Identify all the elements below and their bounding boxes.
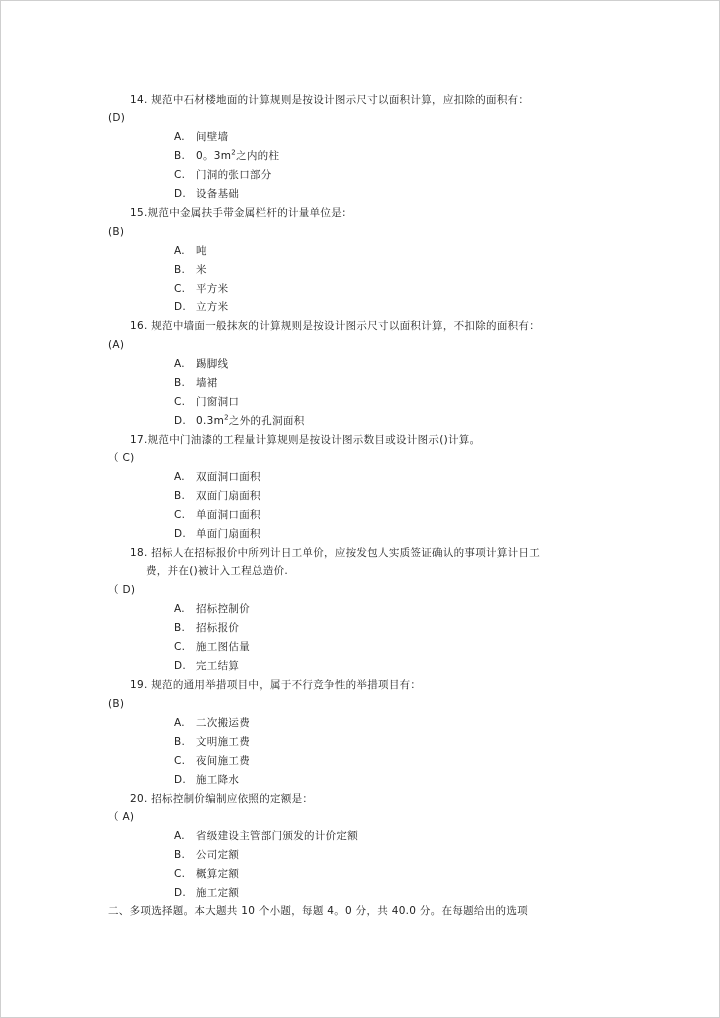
question-14-option-d: [174, 187, 239, 201]
option-text: 门洞的张口部分: [196, 169, 272, 181]
option-letter: D.: [174, 660, 187, 672]
question-14-option-a: [174, 130, 228, 144]
question-20-option-b: [174, 848, 239, 862]
question-16-answer: (A): [108, 339, 125, 351]
question-16-option-a: [174, 357, 228, 371]
option-text: 省级建设主管部门颁发的计价定额: [196, 830, 358, 842]
option-text: 单面洞口面积: [196, 509, 261, 521]
section-heading-multiple-choice: 二、多项选择题。本大题共 10 个小题，每题 4。0 分，共 40.0 分。在每题给出的选项: [108, 905, 528, 917]
option-letter: B.: [174, 377, 186, 389]
option-text: 踢脚线: [196, 358, 229, 370]
question-17-stem: 17.规范中门油漆的工程量计算规则是按设计图示数目或设计图示()计算。: [130, 434, 481, 446]
question-15-answer: (B): [108, 226, 125, 238]
question-18-option-c: [174, 640, 250, 654]
question-19-option-a: [174, 716, 250, 730]
question-16-option-c: [174, 395, 239, 409]
option-letter: A.: [174, 131, 185, 143]
question-19-option-d: [174, 773, 239, 787]
option-text: 门窗洞口: [196, 396, 240, 408]
option-letter: D.: [174, 188, 187, 200]
question-18-option-b: [174, 621, 239, 635]
question-19-stem: 19. 规范的通用举措项目中，属于不行竞争性的举措项目有：: [130, 679, 422, 691]
option-letter: C.: [174, 755, 186, 767]
question-17-option-d: [174, 527, 261, 541]
option-text: 设备基础: [196, 188, 240, 200]
question-20-option-c: [174, 867, 239, 881]
option-text: 完工结算: [196, 660, 240, 672]
question-20-answer: （ A): [108, 811, 135, 823]
option-letter: B.: [174, 150, 186, 162]
option-letter: D.: [174, 301, 187, 313]
option-letter: C.: [174, 169, 186, 181]
option-letter: C.: [174, 509, 186, 521]
option-text: 平方米: [196, 283, 229, 295]
question-15-option-d: [174, 300, 228, 314]
option-letter: D.: [174, 528, 187, 540]
option-text-post: 之外的孔洞面积: [228, 415, 305, 427]
question-18-stem-continued: 费，并在()被计入工程总造价.: [146, 565, 289, 577]
option-letter: C.: [174, 641, 186, 653]
option-text: 吨: [196, 245, 207, 257]
option-text: 公司定额: [196, 849, 240, 861]
option-letter: B.: [174, 490, 186, 502]
question-20-option-d: [174, 886, 239, 900]
option-letter: A.: [174, 717, 185, 729]
option-text: 施工图估量: [196, 641, 250, 653]
question-16-stem: 16. 规范中墙面一般抹灰的计算规则是按设计图示尺寸以面积计算，不扣除的面积有：: [130, 320, 541, 332]
option-text: 单面门扇面积: [196, 528, 261, 540]
option-letter: A.: [174, 358, 185, 370]
question-18-stem: 18. 招标人在招标报价中所列计日工单价，应按发包人实质签证确认的事项计算计日工: [130, 547, 541, 559]
option-letter: C.: [174, 283, 186, 295]
question-19-option-b: [174, 735, 250, 749]
question-18-option-d: [174, 659, 239, 673]
option-text: 招标控制价: [196, 603, 250, 615]
option-letter: A.: [174, 471, 185, 483]
option-text: 文明施工费: [196, 736, 250, 748]
option-letter: C.: [174, 396, 186, 408]
option-text-pre: 0.3m: [196, 415, 225, 427]
question-20-stem: 20. 招标控制价编制应依照的定额是：: [130, 793, 314, 805]
option-text: 双面门扇面积: [196, 490, 261, 502]
question-16-option-d: [174, 414, 305, 428]
option-letter: C.: [174, 868, 186, 880]
question-19-option-c: [174, 754, 250, 768]
question-17-option-c: [174, 508, 261, 522]
option-letter: A.: [174, 830, 185, 842]
question-18-answer: （ D): [108, 584, 136, 596]
option-text: 施工降水: [196, 774, 240, 786]
question-18-option-a: [174, 602, 250, 616]
option-text: 二次搬运费: [196, 717, 250, 729]
option-letter: D.: [174, 415, 187, 427]
option-text: 施工定额: [196, 887, 240, 899]
option-letter: A.: [174, 245, 185, 257]
question-15-option-a: [174, 244, 207, 258]
option-letter: D.: [174, 774, 187, 786]
question-14-option-b: [174, 149, 279, 163]
question-14-option-c: [174, 168, 272, 182]
question-17-option-b: [174, 489, 261, 503]
question-14-stem: 14. 规范中石材楼地面的计算规则是按设计图示尺寸以面积计算，应扣除的面积有：: [130, 94, 530, 106]
question-17-option-a: [174, 470, 261, 484]
question-16-option-b: [174, 376, 218, 390]
superscript: 2: [224, 413, 229, 422]
option-letter: B.: [174, 736, 186, 748]
question-15-option-b: [174, 263, 207, 277]
option-text: 夜间施工费: [196, 755, 250, 767]
option-letter: D.: [174, 887, 187, 899]
option-text-post: 之内的柱: [236, 150, 280, 162]
option-text: 间壁墙: [196, 131, 229, 143]
option-text: 米: [196, 264, 207, 276]
question-15-stem: 15.规范中金属扶手带金属栏杆的计量单位是:: [130, 207, 346, 219]
option-letter: A.: [174, 603, 185, 615]
option-letter: B.: [174, 264, 186, 276]
option-text: 双面洞口面积: [196, 471, 261, 483]
option-text: 立方米: [196, 301, 229, 313]
option-text: 招标报价: [196, 622, 240, 634]
option-letter: B.: [174, 849, 186, 861]
option-text: 概算定额: [196, 868, 240, 880]
question-17-answer: （ C): [108, 452, 135, 464]
question-19-answer: (B): [108, 698, 125, 710]
question-15-option-c: [174, 282, 228, 296]
option-text-pre: 0。3m: [196, 150, 232, 162]
question-14-answer: (D): [108, 112, 126, 124]
superscript: 2: [231, 148, 237, 157]
option-letter: B.: [174, 622, 186, 634]
option-text: 墙裙: [196, 377, 218, 389]
question-20-option-a: [174, 829, 358, 843]
